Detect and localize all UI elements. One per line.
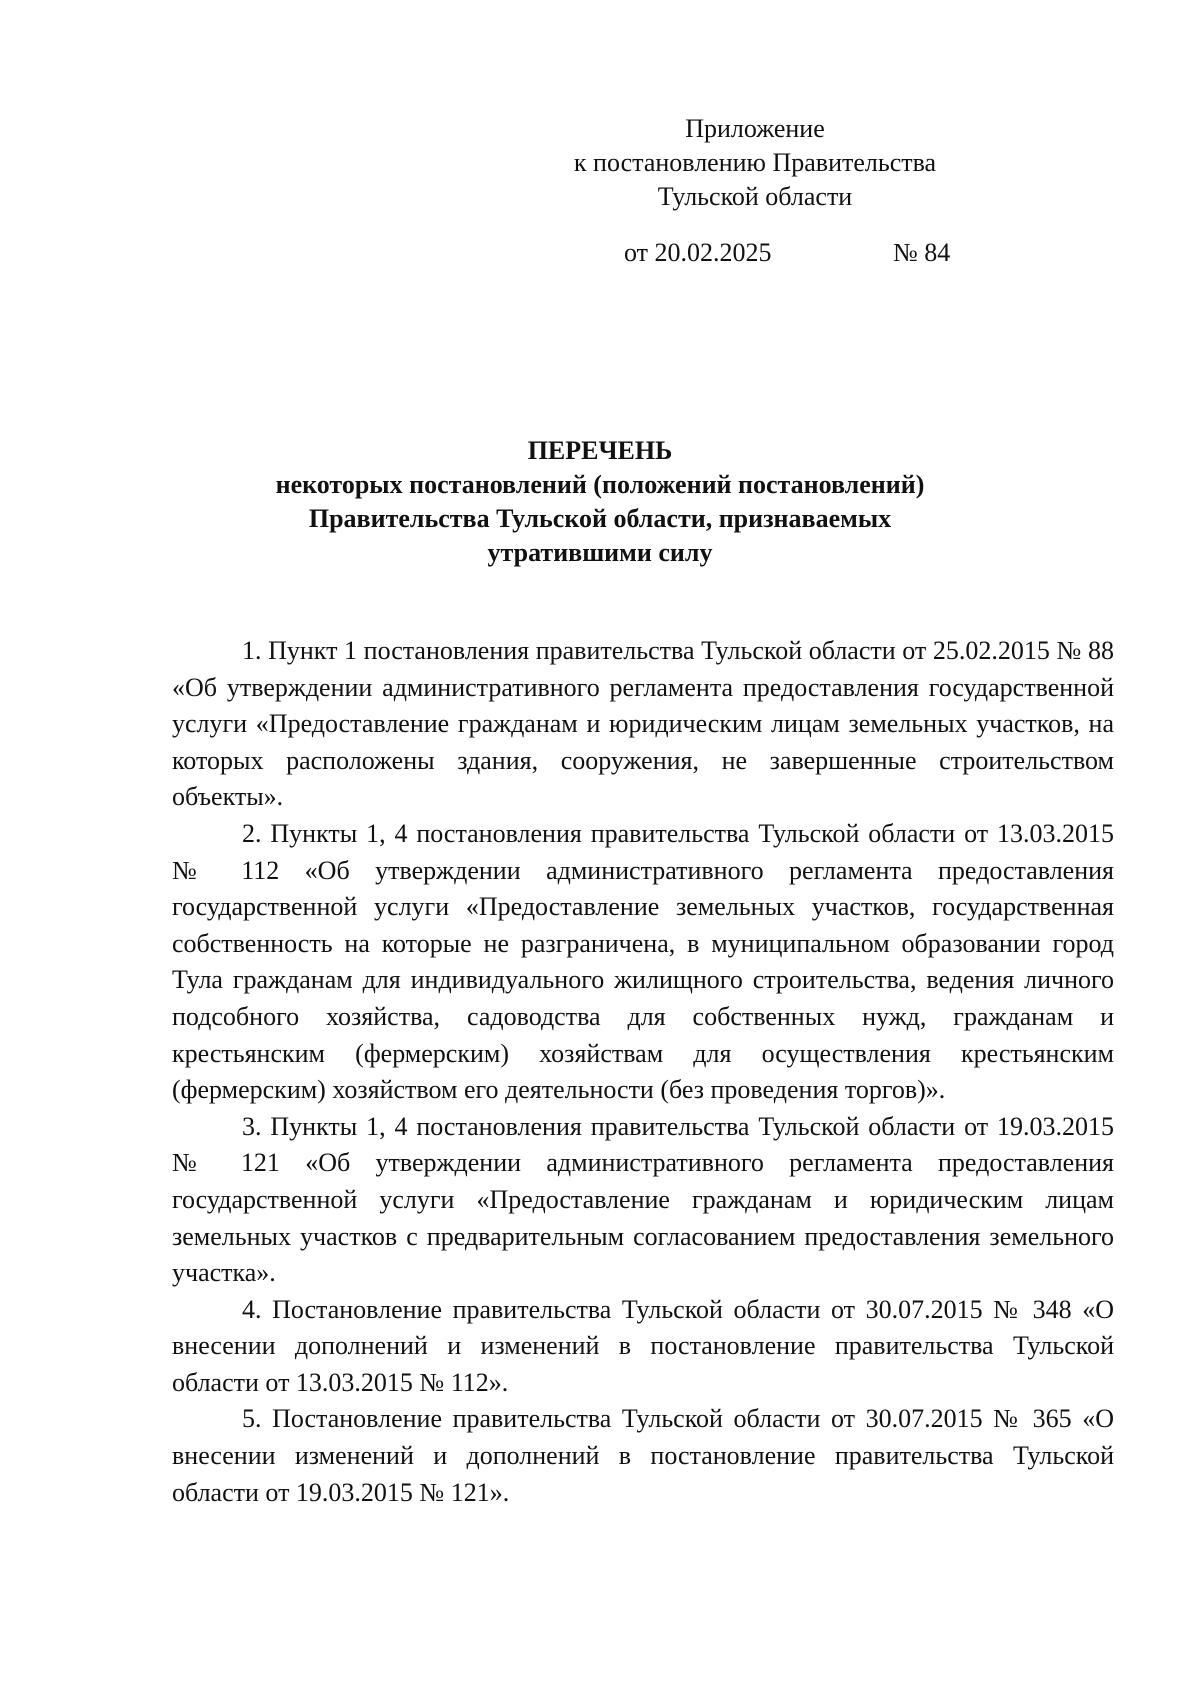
list-item-5: 5. Постановление правительства Тульской области от 30.07.2015 № 365 «О внесении изменений и дополнений в постановление правительства Тульской области от 19.03.2015 № 121». [172, 1404, 1114, 1507]
appendix-header [560, 112, 950, 214]
appendix-line-3: Тульской области [657, 182, 853, 211]
list-item-2: 2. Пункты 1, 4 постановления правительства Тульской области от 13.03.2015 № 112 «Об утверждении административного регламента предоставления государственной услуги «Предоставление земельных участков, государственная собственность на которые не разграничена, в муниципальном образовании город Тула гражданам для индивидуального жилищного строительства, ведения личного подсобного хозяйства, садоводства для собственных нужд, гражданам и крестьянским (фермерским) хозяйствам для осуществления крестьянским (фермерским) хозяйством его деятельности (без проведения торгов)». [172, 818, 1114, 1105]
document-title [150, 434, 1050, 570]
appendix-line-1: Приложение [685, 114, 825, 143]
list-item-1: 1. Пункт 1 постановления правительства Тульской области от 25.02.2015 № 88 «Об утверждении административного регламента предоставления государственной услуги «Предоставление гражданам и юридическим лицам земельных участков, на которых расположены здания, сооружения, не завершенные строительством объекты». [172, 636, 1114, 812]
title-line-1: ПЕРЕЧЕНЬ [527, 436, 673, 465]
document-body [172, 633, 1114, 1511]
appendix-line-2: к постановлению Правительства [573, 148, 937, 177]
decree-date: от 20.02.2025 [624, 238, 772, 267]
list-item-4: 4. Постановление правительства Тульской области от 30.07.2015 № 348 «О внесении дополнений и изменений в постановление правительства Тульской области от 13.03.2015 № 112». [172, 1294, 1114, 1397]
title-line-3: Правительства Тульской области, признаваемых [308, 504, 892, 533]
title-line-4: утратившими силу [487, 538, 713, 567]
title-line-2: некоторых постановлений (положений постановлений) [275, 470, 925, 499]
decree-number: № 84 [893, 238, 951, 267]
list-item-3: 3. Пункты 1, 4 постановления правительства Тульской области от 19.03.2015 № 121 «Об утверждении административного регламента предоставления государственной услуги «Предоставление гражданам и юридическим лицам земельных участков с предварительным согласованием предоставления земельного участка». [172, 1111, 1114, 1288]
